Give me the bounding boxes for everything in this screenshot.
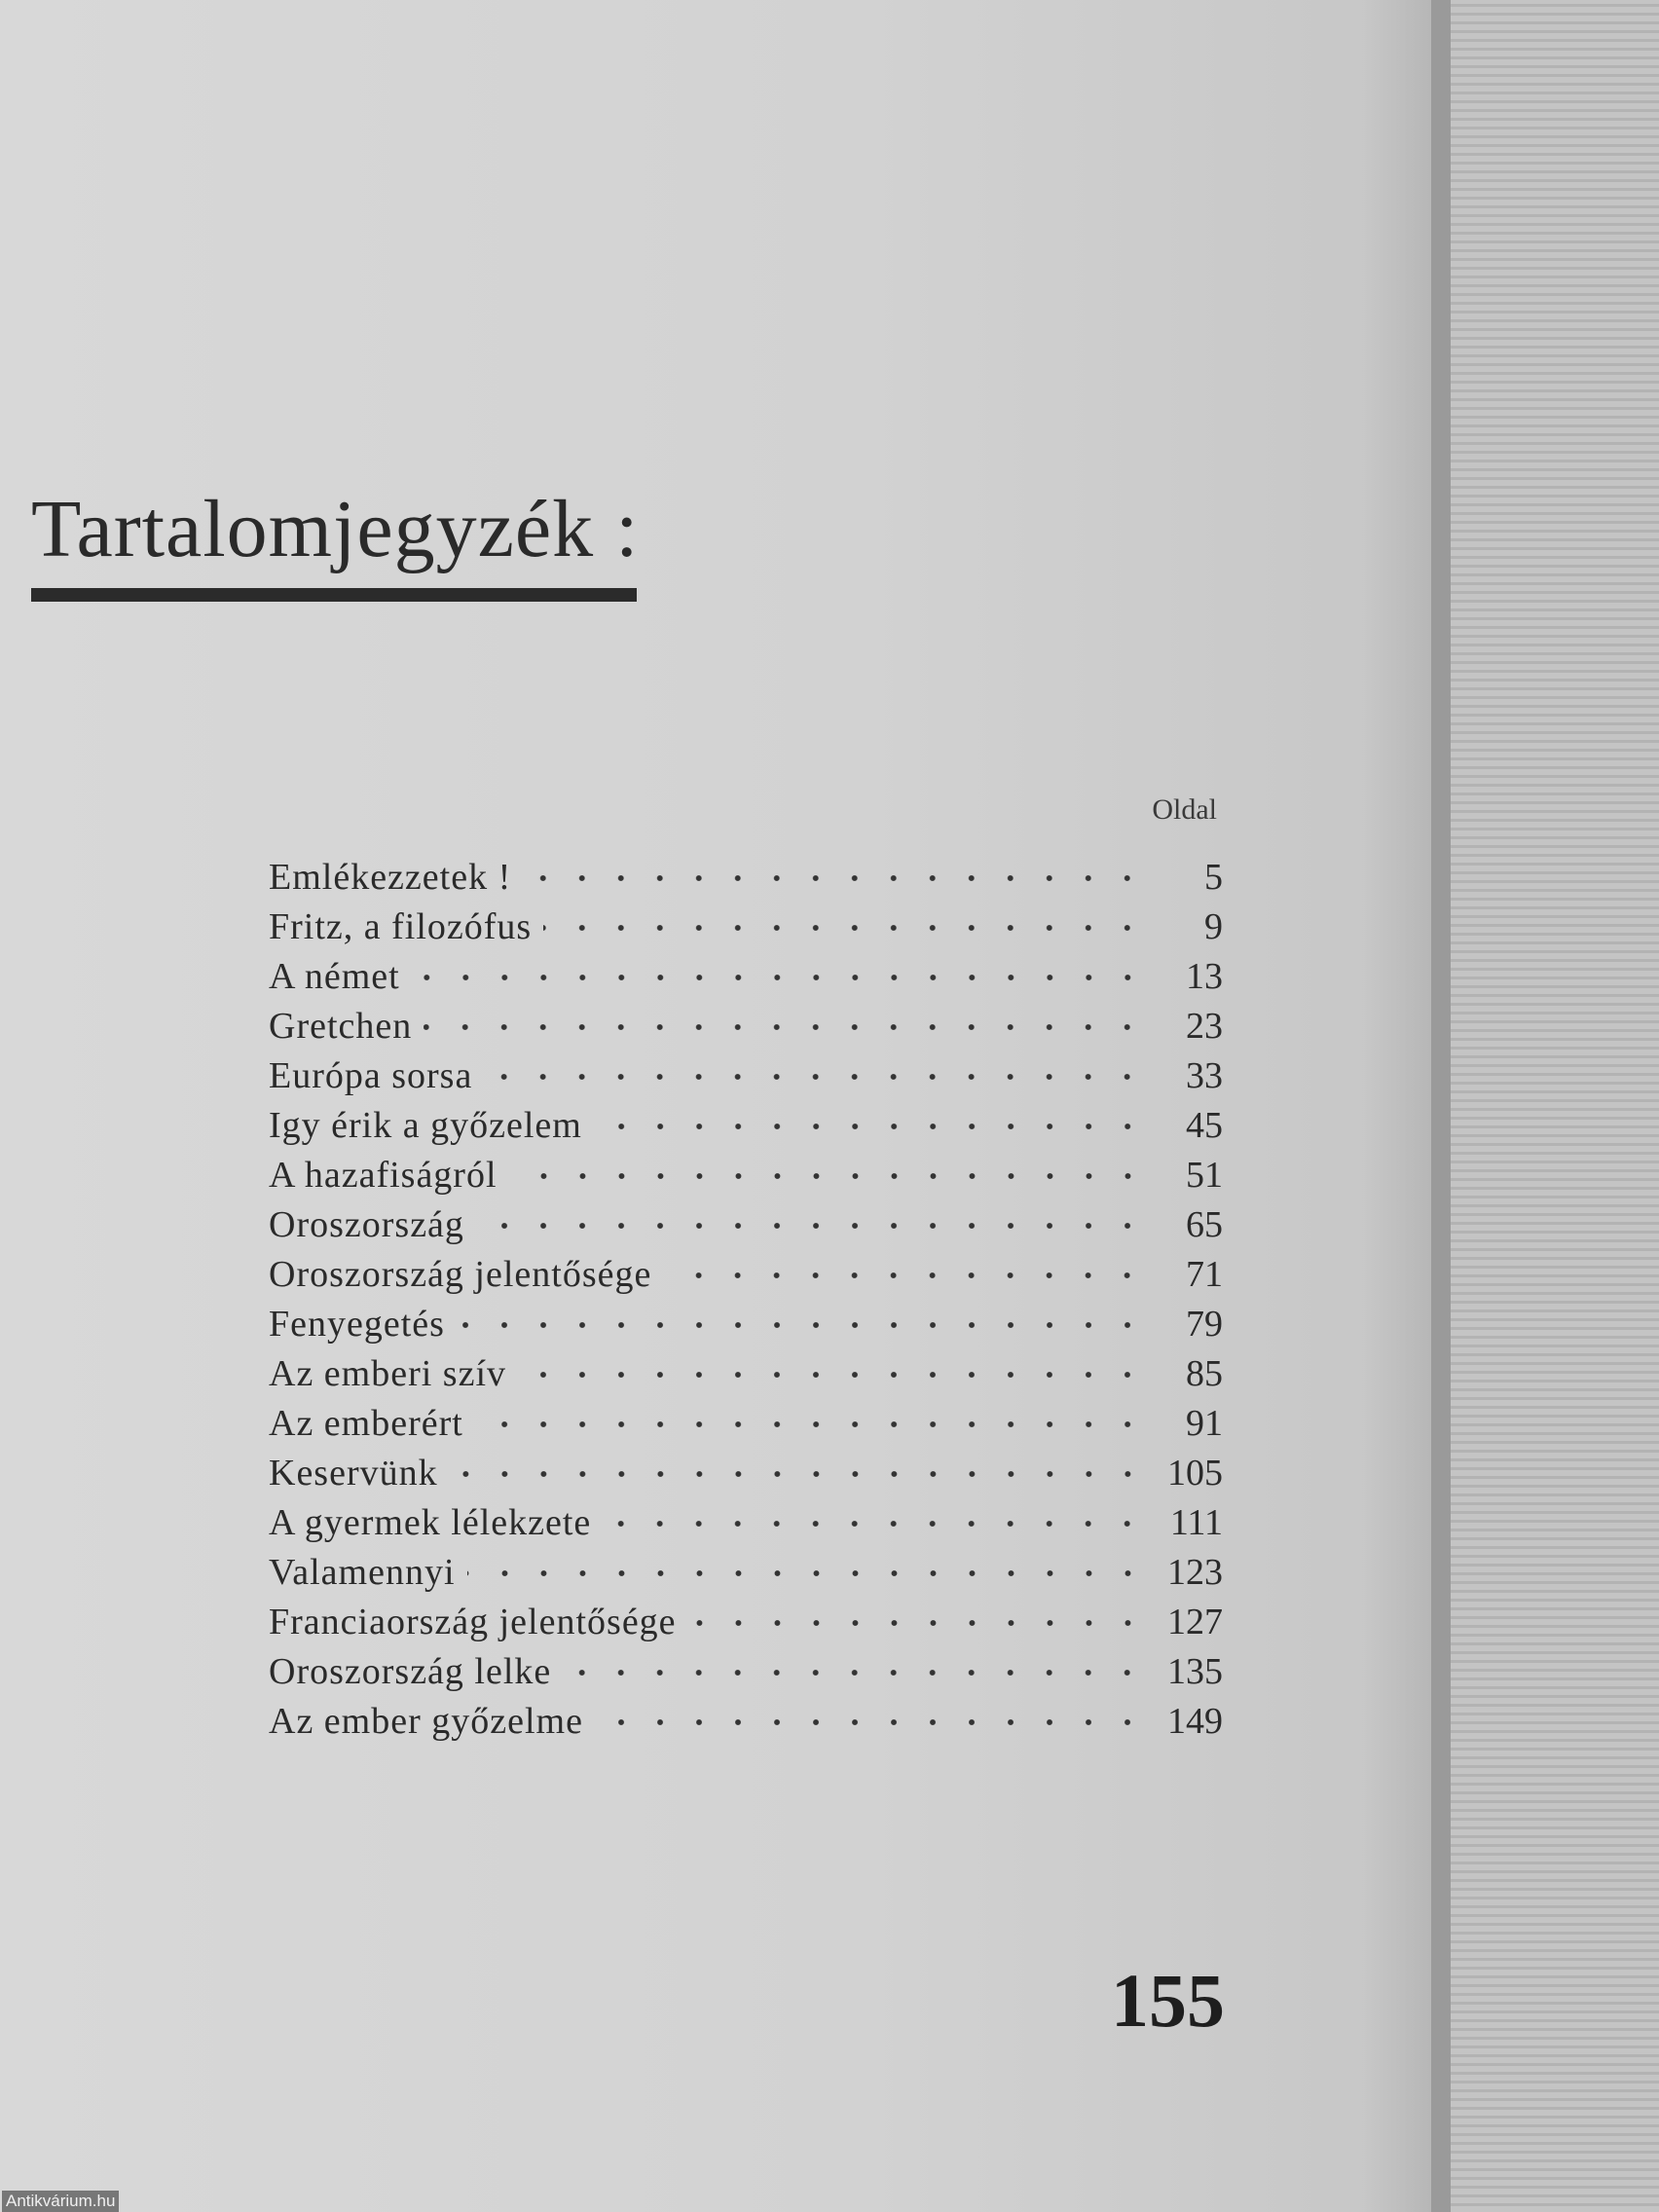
book-spine-edge xyxy=(1431,0,1451,2212)
toc-entry-title: A gyermek lélekzete xyxy=(269,1502,592,1543)
toc-entry xyxy=(269,1448,1223,1497)
toc-leader-dots xyxy=(450,1456,1147,1493)
toc-leader-dots xyxy=(594,1108,1147,1145)
toc-entry-title: Keservünk xyxy=(269,1453,438,1493)
toc-leader-dots xyxy=(457,1307,1147,1344)
toc-entry-title: Az emberért xyxy=(269,1403,463,1444)
toc-entry-title: Fritz, a filozófus xyxy=(269,906,533,947)
toc-entry-page: 5 xyxy=(1204,857,1223,898)
watermark: Antikvárium.hu xyxy=(2,2191,119,2212)
toc-entry-title: Emlékezzetek ! xyxy=(269,857,512,898)
toc-entry-title: Igy érik a győzelem xyxy=(269,1105,582,1146)
toc-entry xyxy=(269,1547,1223,1597)
toc-leader-dots xyxy=(475,1406,1147,1443)
toc-entry xyxy=(269,1348,1223,1398)
toc-entry-page: 149 xyxy=(1167,1701,1223,1742)
toc-entry-page: 123 xyxy=(1167,1552,1223,1593)
toc-entry xyxy=(269,852,1223,902)
book-spine xyxy=(1451,0,1659,2212)
toc-leader-dots xyxy=(509,1158,1147,1195)
toc-leader-dots xyxy=(563,1654,1147,1691)
toc-entry-page: 71 xyxy=(1186,1254,1223,1295)
toc-entry xyxy=(269,951,1223,1001)
toc-entry-title: Gretchen xyxy=(269,1006,413,1047)
toc-entry xyxy=(269,1100,1223,1150)
toc-entry-page: 85 xyxy=(1186,1353,1223,1394)
toc-entry-title: Fenyegetés xyxy=(269,1304,445,1345)
toc-entry-title: Valamennyi xyxy=(269,1552,456,1593)
toc-entry-title: Az emberi szív xyxy=(269,1353,507,1394)
toc-entry-title: Oroszország lelke xyxy=(269,1651,552,1692)
toc-leader-dots xyxy=(688,1604,1147,1641)
toc-entry-title: A német xyxy=(269,956,400,997)
toc-entry-title: Európa sorsa xyxy=(269,1055,473,1096)
toc-leader-dots xyxy=(663,1257,1147,1294)
toc-leader-dots xyxy=(484,1058,1147,1095)
toc-entry xyxy=(269,1497,1223,1547)
toc-leader-dots xyxy=(424,1009,1147,1046)
toc-entry-title: Oroszország jelentősége xyxy=(269,1254,652,1295)
toc-entry xyxy=(269,1051,1223,1100)
toc-entry-page: 111 xyxy=(1169,1502,1223,1543)
toc-entry-page: 127 xyxy=(1167,1602,1223,1642)
toc-entry-page: 9 xyxy=(1204,906,1223,947)
toc-leader-dots xyxy=(595,1704,1147,1741)
toc-leader-dots xyxy=(603,1505,1147,1542)
toc-entry-page: 65 xyxy=(1186,1204,1223,1245)
toc-entry-title: Oroszország xyxy=(269,1204,464,1245)
toc-leader-dots xyxy=(543,909,1147,946)
toc-entry xyxy=(269,1199,1223,1249)
toc-entry xyxy=(269,1398,1223,1448)
toc-entry-page: 45 xyxy=(1186,1105,1223,1146)
toc-leader-dots xyxy=(518,1356,1147,1393)
toc-entry-title: A hazafiságról xyxy=(269,1155,498,1196)
toc-entry-page: 135 xyxy=(1167,1651,1223,1692)
page-number: 155 xyxy=(1111,1958,1225,2043)
title-underline xyxy=(31,588,637,602)
toc-entry xyxy=(269,1646,1223,1696)
toc-entry-page: 105 xyxy=(1167,1453,1223,1493)
page-title: Tartalomjegyzék : xyxy=(31,484,640,574)
toc-entry xyxy=(269,902,1223,951)
toc-entry-title: Franciaország jelentősége xyxy=(269,1602,677,1642)
toc-entry xyxy=(269,1150,1223,1199)
toc-leader-dots xyxy=(467,1555,1147,1592)
page-column-header: Oldal xyxy=(1152,793,1217,826)
table-of-contents xyxy=(269,852,1223,1746)
toc-entry-title: Az ember győzelme xyxy=(269,1701,583,1742)
toc-entry-page: 13 xyxy=(1186,956,1223,997)
toc-entry xyxy=(269,1597,1223,1646)
toc-entry-page: 23 xyxy=(1186,1006,1223,1047)
toc-leader-dots xyxy=(412,959,1147,996)
toc-leader-dots xyxy=(476,1207,1147,1244)
toc-entry-page: 51 xyxy=(1186,1155,1223,1196)
toc-leader-dots xyxy=(523,860,1147,897)
toc-entry xyxy=(269,1299,1223,1348)
toc-entry-page: 33 xyxy=(1186,1055,1223,1096)
toc-entry xyxy=(269,1001,1223,1051)
toc-entry-page: 79 xyxy=(1186,1304,1223,1345)
toc-entry-page: 91 xyxy=(1186,1403,1223,1444)
page-gutter-shadow xyxy=(1363,0,1431,2212)
toc-entry xyxy=(269,1249,1223,1299)
toc-entry xyxy=(269,1696,1223,1746)
